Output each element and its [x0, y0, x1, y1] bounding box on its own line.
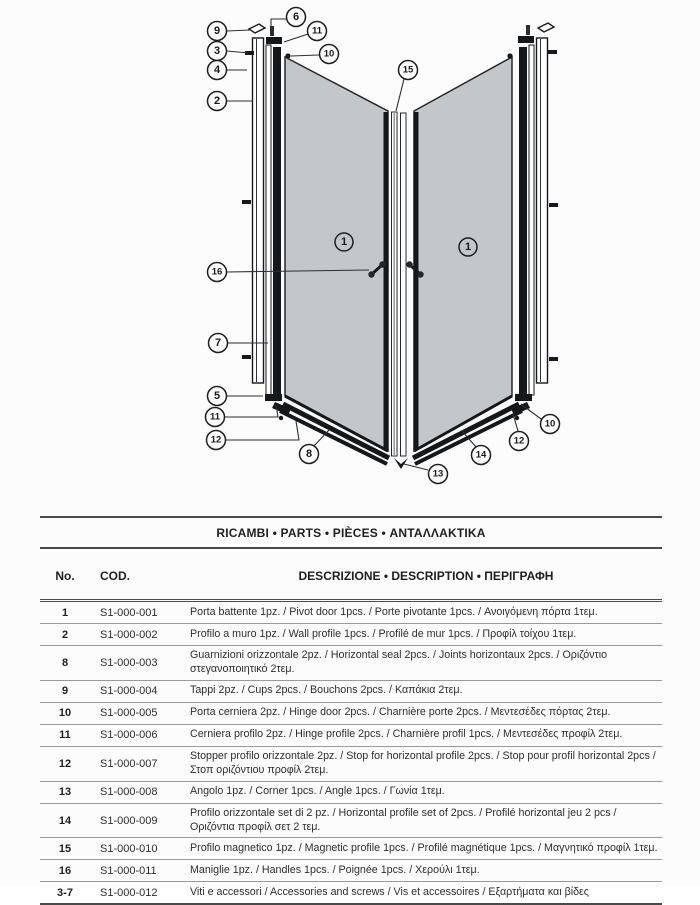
cell-desc: Guarnizioni orizzontale 2pz. / Horizontal seal 2pcs. / Joints horizontaux 2pcs. / Οριζόντιο στεγανοποιητικό 2τεμ.: [190, 649, 608, 675]
callout-number: 13: [432, 468, 444, 480]
callout-10: [291, 45, 339, 64]
wall-screw-right-mid: [549, 203, 558, 207]
col-header-desc: DESCRIZIONE • DESCRIPTION • ΠΕΡΙΓΡΑΦΗ: [298, 569, 554, 583]
callout-number: 1: [464, 241, 472, 253]
table-title: RICAMBI • PARTS • PIÈCES • ΑΝΤΑΛΛΑΚΤΙΚΑ: [40, 516, 662, 549]
callout-number: 15: [402, 64, 414, 76]
cell-desc: Maniglie 1pz. / Handles 1pcs. / Poignée 1pcs. / Χερούλι 1τεμ.: [190, 863, 480, 876]
callout-10: [521, 404, 560, 434]
leader-line: [284, 34, 308, 42]
table-row: [40, 624, 662, 646]
wall-profile-left: [242, 38, 264, 383]
leader-line: [291, 55, 319, 56]
cell-desc: Cerniera profilo 2pz. / Hinge profile 2pcs. / Charnière profil 1pcs. / Μεντεσέδες προφίλ 2τεμ.: [190, 728, 623, 741]
cell-cod: S1-000-005: [100, 707, 158, 720]
wall-screw-right-top: [548, 50, 557, 54]
cell-desc: Porta battente 1pz. / Pivot door 1pcs. / Porte pivotante 1pcs. / Ανοιγόμενη πόρτα 1τεμ.: [190, 605, 598, 618]
magnetic-profiles: [392, 112, 407, 456]
callout-number: 2: [213, 95, 221, 107]
table-row: [40, 860, 662, 882]
callout-3: [208, 42, 250, 61]
cell-no: 16: [58, 864, 72, 877]
callout-number: 5: [213, 390, 221, 402]
wall-screw-left-mid: [242, 200, 251, 204]
callout-number: 11: [311, 25, 323, 37]
table-row: [40, 782, 662, 804]
cell-no: 13: [58, 786, 72, 799]
callout-number: 12: [513, 435, 525, 447]
cell-desc: Porta cerniera 2pz. / Hinge door 2pcs. / Charnière porte 2pcs. / Μεντεσέδες πόρτας 2τεμ.: [190, 706, 611, 719]
cell-no: 10: [58, 707, 72, 720]
callout-11: [206, 405, 279, 427]
pivot-profile-right: [519, 45, 534, 396]
cell-no: 12: [58, 757, 72, 770]
cell-no: 8: [61, 656, 69, 669]
callout-number: 16: [211, 266, 223, 278]
callout-number: 4: [213, 64, 221, 76]
table-row: [40, 681, 662, 703]
leader-line: [521, 404, 541, 419]
table-row: [40, 838, 662, 860]
table-row: [40, 602, 662, 624]
cell-no: 3-7: [57, 886, 73, 899]
leader-line: [225, 405, 278, 417]
callout-number: 6: [292, 11, 300, 23]
cell-cod: S1-000-006: [100, 729, 158, 742]
callout-number: 8: [305, 448, 313, 460]
corner-piece: [394, 458, 408, 469]
callout-13: [404, 464, 448, 484]
col-header-cod: COD.: [100, 569, 130, 583]
cell-no: 14: [58, 814, 72, 827]
callout-number: 3: [213, 45, 221, 57]
callout-6: [271, 8, 306, 36]
col-header-no: No.: [55, 569, 75, 583]
callout-number: 11: [209, 411, 221, 423]
cell-cod: S1-000-012: [100, 886, 158, 899]
callout-8: [300, 430, 330, 464]
table-row: [40, 804, 662, 839]
table-row: [40, 703, 662, 725]
leader-line: [227, 30, 250, 31]
callout-number: 14: [475, 449, 487, 461]
wall-profile-right: [537, 38, 559, 383]
cell-desc: Tappi 2pz. / Cups 2pcs. / Bouchons 2pcs. / Καπάκια 2τεμ.: [190, 684, 463, 697]
callout-2: [208, 92, 254, 111]
table-row: [40, 747, 662, 782]
cell-cod: S1-000-010: [100, 842, 158, 855]
screw-top-right: [526, 25, 530, 35]
cell-desc: Profilo magnetico 1pz. / Magnetic profile 1pcs. / Profilé magnétique 1pcs. / Μαγνητικό προφίλ 1τεμ.: [190, 841, 658, 854]
cell-cod: S1-000-011: [100, 864, 157, 877]
cell-cod: S1-000-002: [100, 628, 158, 641]
cell-desc: Viti e accessori / Accessories and screws / Vis et accessoires / Εξαρτήματα και βίδες: [190, 885, 589, 898]
callout-15: [396, 61, 418, 112]
cell-no: 9: [61, 685, 69, 698]
cap-right: [538, 23, 554, 32]
leader-line: [396, 79, 404, 111]
table-row: [40, 882, 662, 903]
cell-no: 1: [61, 606, 69, 619]
table-column-headers: [40, 549, 662, 599]
cell-cod: S1-000-007: [100, 757, 158, 770]
callout-number: 12: [210, 434, 222, 446]
callout-4: [208, 61, 248, 80]
wall-screw-left-low: [242, 355, 251, 359]
callout-14: [462, 431, 491, 465]
cell-desc: Profilo orizzontale set di 2 pz. / Horizontal profile set of 2pcs. / Profilé horizontal jeu 2 pcs / Οριζόντια προφίλ σετ 2 τεμ.: [190, 806, 617, 833]
hinge-pin-top-right: [507, 53, 512, 58]
cell-cod: S1-000-001: [100, 606, 158, 619]
wall-screw-right-low: [549, 357, 558, 361]
cell-cod: S1-000-009: [100, 814, 158, 827]
callout-5: [208, 387, 264, 406]
callout-9: [208, 22, 251, 41]
pivot-profile-left: [266, 45, 281, 396]
cap-left: [249, 24, 265, 33]
leader-line: [226, 421, 299, 440]
cell-cod: S1-000-003: [100, 656, 158, 669]
table-row: [40, 646, 662, 681]
cell-desc: Angolo 1pz. / Corner 1pcs. / Angle 1pcs. / Γωνία 1τεμ.: [190, 785, 445, 798]
table-rows: [40, 599, 662, 905]
cell-desc: Stopper profilo orizzontale 2pz. / Stop for horizontal profile 2pcs. / Stop pour profil horizontal 2pcs / Στοπ οριζόντιου προφίλ 2τεμ.: [190, 749, 656, 776]
glass-door-left: [285, 57, 388, 451]
cell-desc: Profilo a muro 1pz. / Wall profile 1pcs. / Profilé de mur 1pcs. / Προφίλ τοίχου 1τεμ.: [190, 627, 577, 640]
callout-number: 10: [323, 48, 335, 60]
cell-no: 2: [61, 628, 69, 641]
cell-cod: S1-000-008: [100, 786, 158, 799]
parts-table: [40, 516, 662, 905]
callout-number: 1: [340, 236, 348, 248]
cell-no: 11: [59, 729, 71, 742]
cell-no: 15: [58, 842, 72, 855]
callout-number: 7: [214, 337, 222, 349]
cell-cod: S1-000-004: [100, 685, 158, 698]
table-row: [40, 725, 662, 747]
callout-12: [510, 414, 529, 451]
callout-number: 10: [544, 418, 556, 430]
callout-number: 9: [213, 25, 221, 37]
